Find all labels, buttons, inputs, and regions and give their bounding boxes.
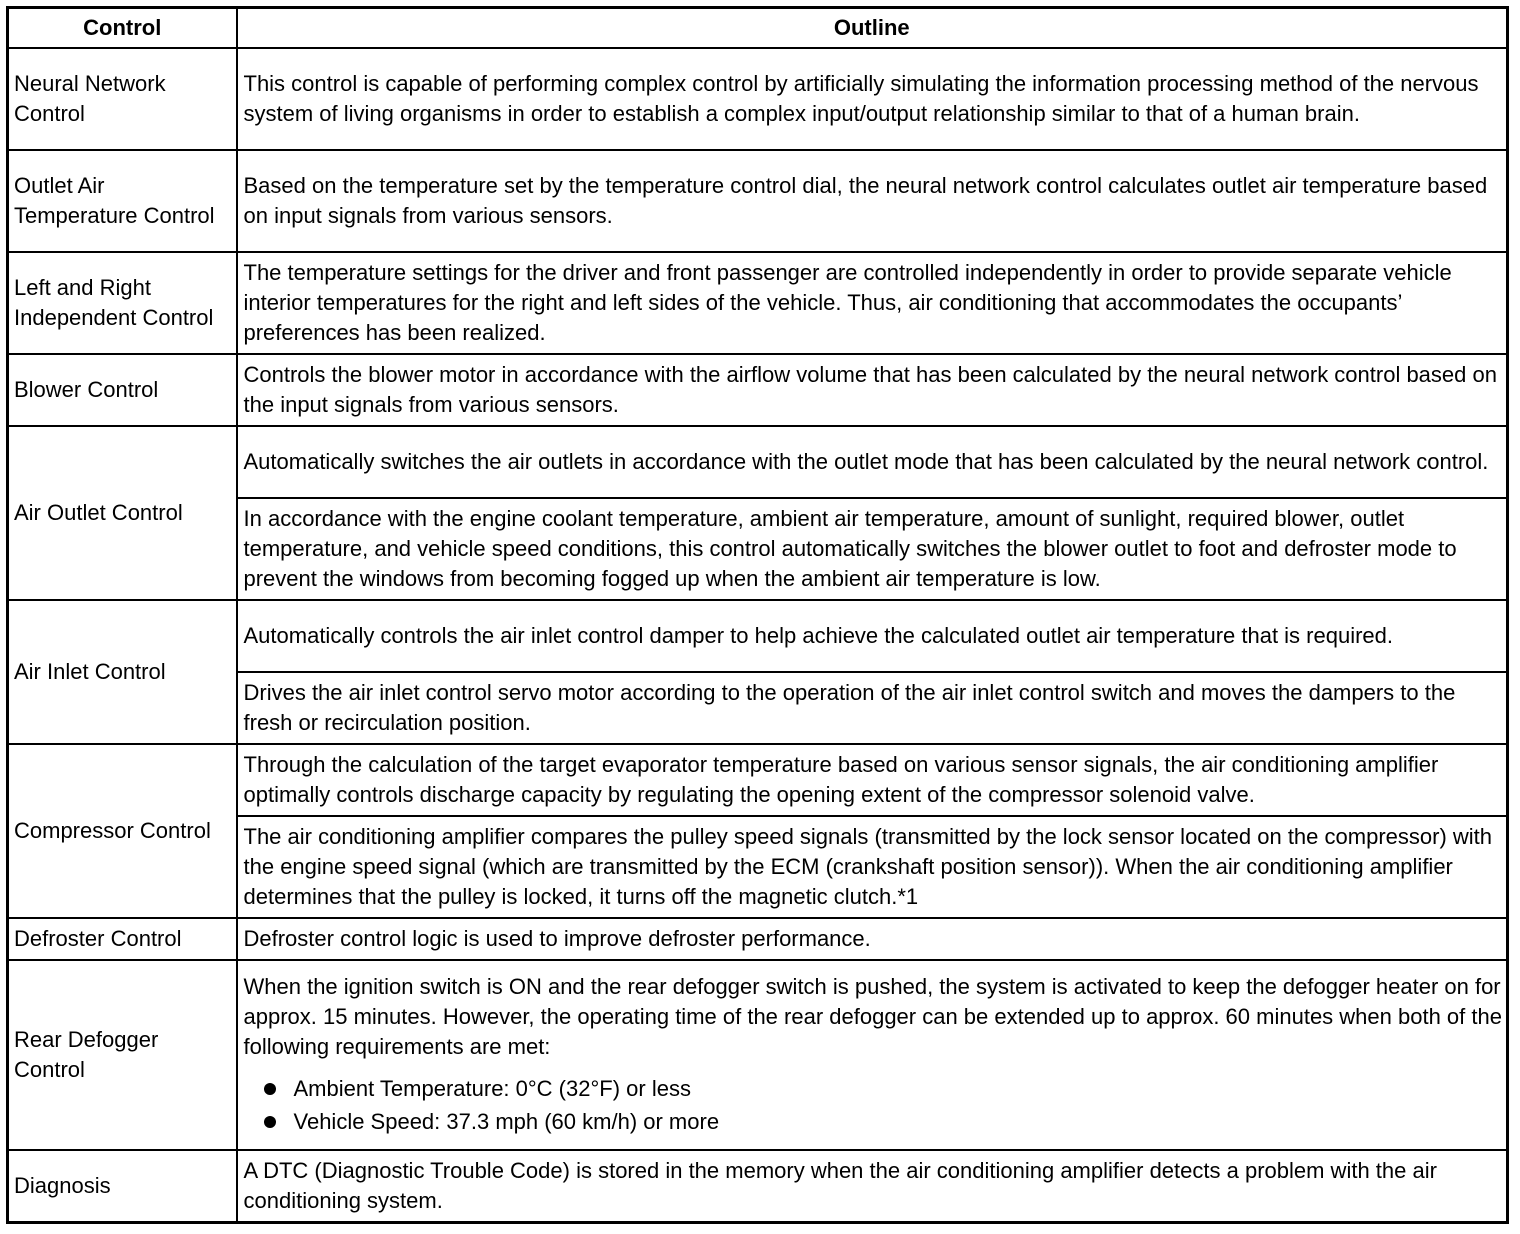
table-row bbox=[8, 150, 1508, 252]
outline-text: Drives the air inlet control servo motor according to the operation of the air inlet control switch and moves the dampers to the fresh or recirculation position. bbox=[237, 672, 1508, 744]
control-outline-table bbox=[6, 6, 1509, 1224]
control-name: Neural Network Control bbox=[8, 48, 237, 150]
outline-text: When the ignition switch is ON and the rear defogger switch is pushed, the system is activated to keep the defogger heater on for approx. 15 minutes. However, the operating time of the rear defogger can be extended up to approx. 60 minutes when both of the following requirements are met: bbox=[243, 974, 1502, 1059]
list-item-text: Ambient Temperature: 0°C (32°F) or less bbox=[293, 1076, 691, 1101]
bullet-icon bbox=[264, 1116, 276, 1128]
control-name: Air Outlet Control bbox=[8, 426, 237, 600]
table-row bbox=[8, 252, 1508, 354]
outline-text: Through the calculation of the target evaporator temperature based on various sensor signals, the air conditioning amplifier optimally controls discharge capacity by regulating the opening extent of the compressor solenoid valve. bbox=[237, 744, 1508, 816]
outline-text: Based on the temperature set by the temperature control dial, the neural network control calculates outlet air temperature based on input signals from various sensors. bbox=[237, 150, 1508, 252]
control-column-header: Control bbox=[8, 8, 237, 49]
table-row bbox=[8, 354, 1508, 426]
table-row bbox=[8, 918, 1508, 960]
outline-text: In accordance with the engine coolant temperature, ambient air temperature, amount of sunlight, required blower, outlet temperature, and vehicle speed conditions, this control automatically switches the blower outlet to foot and defroster mode to prevent the windows from becoming fogged up when the ambient air temperature is low. bbox=[237, 498, 1508, 600]
table-row bbox=[8, 426, 1508, 498]
control-name: Diagnosis bbox=[8, 1150, 237, 1223]
control-name: Blower Control bbox=[8, 354, 237, 426]
control-name: Outlet Air Temperature Control bbox=[8, 150, 237, 252]
list-item-text: Vehicle Speed: 37.3 mph (60 km/h) or more bbox=[293, 1109, 720, 1134]
outline-text: The temperature settings for the driver and front passenger are controlled independently in order to provide separate vehicle interior temperatures for the right and left sides of the vehicle. Thus, air conditioning that accommodates the occupants’ preferences has been realized. bbox=[237, 252, 1508, 354]
table-row bbox=[8, 960, 1508, 1150]
list-item bbox=[244, 1105, 1503, 1138]
outline-text: Controls the blower motor in accordance with the airflow volume that has been calculated by the neural network control based on the input signals from various sensors. bbox=[237, 354, 1508, 426]
outline-text: This control is capable of performing complex control by artificially simulating the information processing method of the nervous system of living organisms in order to establish a complex input/output relationship similar to that of a human brain. bbox=[237, 48, 1508, 150]
outline-text: A DTC (Diagnostic Trouble Code) is stored in the memory when the air conditioning amplifier detects a problem with the air conditioning system. bbox=[237, 1150, 1508, 1223]
outline-text: Defroster control logic is used to improve defroster performance. bbox=[237, 918, 1508, 960]
control-name: Compressor Control bbox=[8, 744, 237, 918]
table-row bbox=[8, 600, 1508, 672]
table-row bbox=[8, 1150, 1508, 1223]
list-item bbox=[244, 1072, 1503, 1105]
outline-cell bbox=[237, 960, 1508, 1150]
control-name: Defroster Control bbox=[8, 918, 237, 960]
control-name: Air Inlet Control bbox=[8, 600, 237, 744]
control-name: Rear Defogger Control bbox=[8, 960, 237, 1150]
bullet-icon bbox=[264, 1083, 276, 1095]
outline-column-header: Outline bbox=[237, 8, 1508, 49]
table-row bbox=[8, 48, 1508, 150]
table-row bbox=[8, 744, 1508, 816]
outline-text: Automatically controls the air inlet control damper to help achieve the calculated outlet air temperature that is required. bbox=[237, 600, 1508, 672]
requirement-list bbox=[244, 1072, 1503, 1138]
outline-text: The air conditioning amplifier compares the pulley speed signals (transmitted by the lock sensor located on the compressor) with the engine speed signal (which are transmitted by the ECM (crankshaft position sensor)). When the air conditioning amplifier determines that the pulley is locked, it turns off the magnetic clutch.*1 bbox=[237, 816, 1508, 918]
control-name: Left and Right Independent Control bbox=[8, 252, 237, 354]
table-header-row bbox=[8, 8, 1508, 49]
outline-text: Automatically switches the air outlets in accordance with the outlet mode that has been calculated by the neural network control. bbox=[237, 426, 1508, 498]
